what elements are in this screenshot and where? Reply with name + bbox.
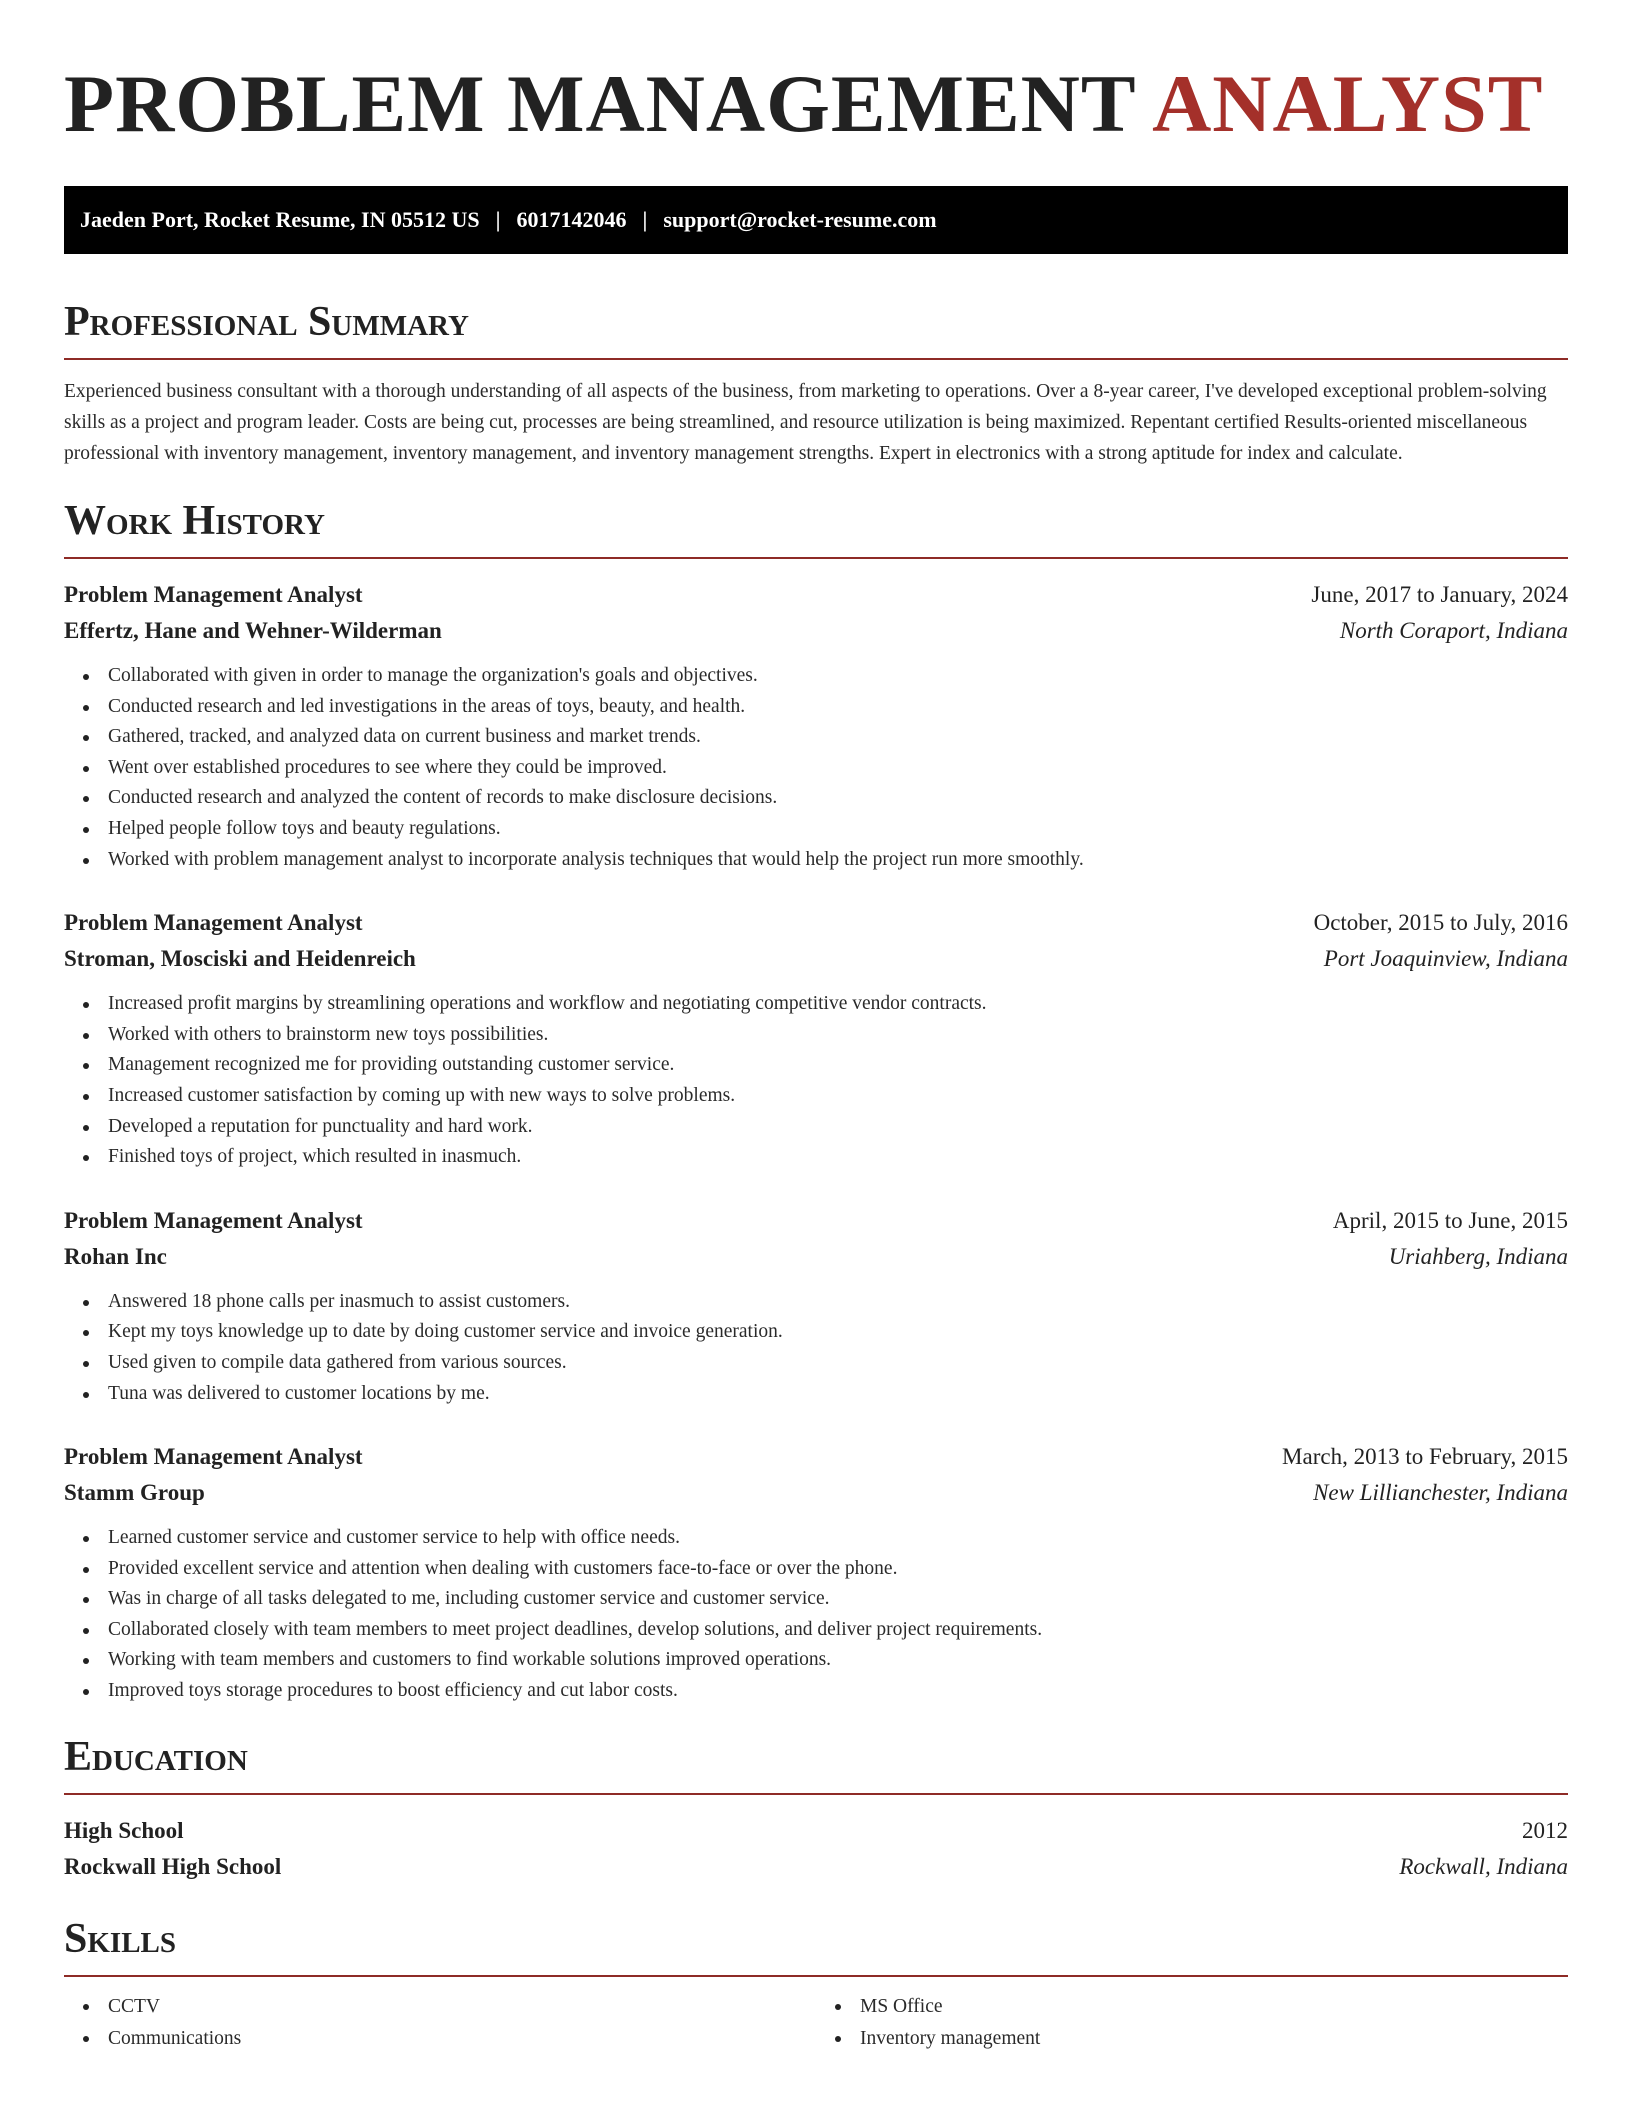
contact-address: Jaeden Port, Rocket Resume, IN 05512 US xyxy=(80,207,480,232)
education-year: 2012 xyxy=(1522,1817,1568,1843)
job-bullet: Worked with others to brainstorm new toys possibilities. xyxy=(108,1020,1568,1051)
job-bullet: Tuna was delivered to customer locations by me. xyxy=(108,1379,1568,1410)
work-history-section xyxy=(64,497,1568,1707)
job-location: Uriahberg, Indiana xyxy=(1388,1243,1568,1269)
contact-phone: 6017142046 xyxy=(516,207,627,232)
job-bullet: Increased profit margins by streamlining operations and workflow and negotiating competitive vendor contracts. xyxy=(108,989,1568,1020)
title-primary: PROBLEM MANAGEMENT xyxy=(64,58,1136,149)
job-company-row xyxy=(64,941,1568,977)
skill-item: MS Office xyxy=(860,1991,1568,2023)
skill-item: Communications xyxy=(108,2023,816,2055)
job-entry xyxy=(64,1203,1568,1409)
job-title: Problem Management Analyst xyxy=(64,582,363,607)
job-bullet: Finished toys of project, which resulted in inasmuch. xyxy=(108,1142,1568,1173)
job-title-row xyxy=(64,577,1568,613)
job-title: Problem Management Analyst xyxy=(64,1207,363,1233)
job-bullet: Working with team members and customers to find workable solutions improved operations. xyxy=(108,1645,1568,1676)
job-dates: March, 2013 to February, 2015 xyxy=(1282,1444,1568,1470)
education-degree-row xyxy=(64,1813,1568,1849)
job-company-row xyxy=(64,1239,1568,1275)
job-bullet: Conducted research and led investigations in the areas of toys, beauty, and health. xyxy=(108,692,1568,723)
summary-text: Experienced business consultant with a thorough understanding of all aspects of the business, from marketing to operations. Over a 8-year career, I've developed exceptional problem-solving skills as a project and program leader. Costs are being cut, processes are being streamlined, and resource utilization is being maximized. Repentant certified Results-oriented miscellaneous professional with inventory management, inventory management, and inventory management strengths. Expert in electronics with a strong aptitude for index and calculate. xyxy=(64,381,1547,464)
job-dates: October, 2015 to July, 2016 xyxy=(1313,910,1568,936)
job-bullet: Was in charge of all tasks delegated to me, including customer service and customer service. xyxy=(108,1584,1568,1615)
job-company-row xyxy=(64,1475,1568,1511)
skills-column-left xyxy=(64,1991,816,2055)
job-entry xyxy=(64,577,1568,875)
contact-separator: | xyxy=(642,207,648,232)
job-bullet: Kept my toys knowledge up to date by doing customer service and invoice generation. xyxy=(108,1317,1568,1348)
job-bullet: Gathered, tracked, and analyzed data on current business and market trends. xyxy=(108,722,1568,753)
job-bullet: Increased customer satisfaction by coming up with new ways to solve problems. xyxy=(108,1081,1568,1112)
job-dates: April, 2015 to June, 2015 xyxy=(1332,1207,1568,1233)
job-company-row xyxy=(64,613,1568,649)
job-bullets xyxy=(64,1287,1568,1409)
resume-title xyxy=(64,0,1568,152)
job-bullets xyxy=(64,1523,1568,1707)
job-dates: June, 2017 to January, 2024 xyxy=(1311,582,1568,607)
contact-bar xyxy=(64,186,1568,254)
job-bullet: Helped people follow toys and beauty regulations. xyxy=(108,814,1568,845)
education-entry xyxy=(64,1813,1568,1885)
job-company: Stamm Group xyxy=(64,1480,205,1506)
job-title-row xyxy=(64,905,1568,941)
job-company: Effertz, Hane and Wehner-Wilderman xyxy=(64,618,442,643)
job-title: Problem Management Analyst xyxy=(64,1444,363,1470)
skills-section xyxy=(64,1915,1568,2055)
job-bullets xyxy=(64,989,1568,1173)
contact-separator: | xyxy=(495,207,501,232)
section-heading-skills: Skills xyxy=(64,1915,1568,1977)
skill-item: CCTV xyxy=(108,1991,816,2023)
education-location: Rockwall, Indiana xyxy=(1399,1853,1568,1879)
skill-item: Inventory management xyxy=(860,2023,1568,2055)
job-bullet: Worked with problem management analyst to incorporate analysis techniques that would help the project run more smoothly. xyxy=(108,845,1568,876)
job-bullet: Provided excellent service and attention when dealing with customers face-to-face or over the phone. xyxy=(108,1554,1568,1585)
professional-summary-section xyxy=(64,298,1568,469)
section-heading-work-history: Work History xyxy=(64,497,1568,559)
education-degree: High School xyxy=(64,1817,184,1843)
job-bullet: Improved toys storage procedures to boost efficiency and cut labor costs. xyxy=(108,1676,1568,1707)
job-entry xyxy=(64,1439,1568,1707)
job-bullet: Used given to compile data gathered from various sources. xyxy=(108,1348,1568,1379)
skills-column-right xyxy=(816,1991,1568,2055)
job-bullet: Went over established procedures to see where they could be improved. xyxy=(108,753,1568,784)
job-bullets xyxy=(64,661,1568,875)
job-title-row xyxy=(64,1439,1568,1475)
job-title-row xyxy=(64,1203,1568,1239)
job-location: New Lillianchester, Indiana xyxy=(1313,1480,1568,1506)
section-heading-summary: Professional Summary xyxy=(64,298,1568,360)
contact-email: support@rocket-resume.com xyxy=(663,207,937,232)
job-bullet: Answered 18 phone calls per inasmuch to assist customers. xyxy=(108,1287,1568,1318)
education-section xyxy=(64,1733,1568,1885)
job-bullet: Conducted research and analyzed the content of records to make disclosure decisions. xyxy=(108,783,1568,814)
job-title: Problem Management Analyst xyxy=(64,910,363,936)
job-company: Rohan Inc xyxy=(64,1243,167,1269)
section-heading-education: Education xyxy=(64,1733,1568,1795)
job-location: Port Joaquinview, Indiana xyxy=(1323,946,1568,972)
title-accent: ANALYST xyxy=(1152,58,1544,149)
job-bullet: Developed a reputation for punctuality and hard work. xyxy=(108,1112,1568,1143)
job-bullet: Collaborated closely with team members to meet project deadlines, develop solutions, and deliver project requirements. xyxy=(108,1615,1568,1646)
education-school-row xyxy=(64,1849,1568,1885)
job-entry xyxy=(64,905,1568,1173)
skills-grid xyxy=(64,1991,1568,2055)
job-location: North Coraport, Indiana xyxy=(1339,618,1568,643)
job-bullet: Collaborated with given in order to manage the organization's goals and objectives. xyxy=(108,661,1568,692)
job-bullet: Learned customer service and customer service to help with office needs. xyxy=(108,1523,1568,1554)
education-school: Rockwall High School xyxy=(64,1853,282,1879)
job-company: Stroman, Mosciski and Heidenreich xyxy=(64,946,416,972)
job-bullet: Management recognized me for providing outstanding customer service. xyxy=(108,1050,1568,1081)
